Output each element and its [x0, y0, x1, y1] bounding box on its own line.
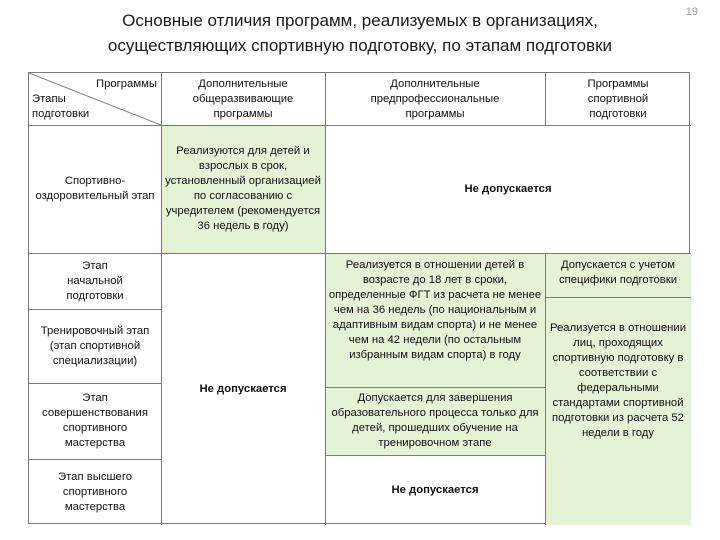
cell-preprof-initial-training-text: Реализуется в отношении детей в возрасте до 18 лет в сроки, определенные ФГТ из расчета не менее чем на 36 недель (по национальным и адаптивным видам спорта) и не менее чем на 42 недели (по остальным избранным видам спорта) в году: [328, 259, 542, 361]
stage-health-text: Спортивно-оздоровительный этап: [35, 175, 155, 202]
grid-vline-4: [545, 253, 546, 525]
page-number: 19: [685, 6, 698, 18]
grid-hline-health: [29, 253, 691, 254]
slide-title: [40, 8, 680, 58]
stage-highest-text: Этап высшего спортивного мастерства: [58, 470, 132, 513]
grid-hline-initial: [29, 309, 161, 310]
cell-sport-rest-text: Реализуется в отношении лиц, проходящих спортивную подготовку в соответствии с федеральными стандартами спортивной подготовки из расчета 52 недели в году: [549, 322, 686, 439]
stage-highest: [29, 459, 161, 525]
corner-programs: Программы: [95, 78, 157, 90]
grid-vline-2: [325, 73, 326, 525]
header-general: [161, 73, 325, 125]
header-general-text: Дополнительные общеразвивающие программы: [192, 77, 294, 120]
cell-sport-rest: [545, 297, 691, 525]
cell-preprof-sport-health: [325, 125, 691, 253]
slide-title-line2: осуществляющих спортивную подготовку, по этапам подготовки: [107, 36, 613, 55]
corner-stages: [32, 92, 89, 122]
cell-preprof-improvement-text: Допускается для завершения образовательного процесса только для детей, прошедших обучение на тренировочном этапе: [331, 392, 539, 449]
cell-general-rest-text: Не допускается: [199, 382, 287, 395]
corner-stages-line2: подготовки: [32, 108, 90, 120]
cell-sport-initial-text: Допускается с учетом специфики подготовки: [558, 259, 678, 286]
stage-improvement: [29, 383, 161, 459]
grid-hline-sport-initial: [545, 297, 691, 298]
stage-improvement-text: Этап совершенствования спортивного мастерства: [42, 392, 148, 449]
grid-hline-header: [29, 125, 691, 126]
cell-general-rest: [161, 253, 325, 525]
cell-preprof-improvement: [325, 387, 545, 455]
grid-hline-improvement: [29, 459, 161, 460]
stage-initial-text: Этап начальной подготовки: [66, 259, 124, 302]
header-sport-text: Программы спортивной подготовки: [587, 77, 649, 120]
cell-sport-initial: [545, 253, 691, 297]
header-preprof-text: Дополнительные предпрофессиональные программы: [370, 77, 500, 120]
stage-training-text: Тренировочный этап (этап спортивной специализации): [40, 324, 150, 367]
header-sport: [545, 73, 691, 125]
comparison-table: [28, 72, 690, 524]
grid-vline-1: [161, 73, 162, 525]
stage-health: [29, 125, 161, 253]
grid-vline-3: [545, 73, 546, 125]
cell-general-health-text: Реализуются для детей и взрослых в срок, установленный организацией по согласованию с учредителем (рекомендуется 36 недель в году): [165, 145, 321, 232]
cell-preprof-highest-text: Не допускается: [391, 483, 479, 496]
cell-preprof-initial-training: [325, 253, 545, 387]
stage-initial: [29, 253, 161, 309]
slide-title-line1: Основные отличия программ, реализуемых в организациях,: [122, 11, 598, 30]
cell-preprof-highest: [325, 455, 545, 525]
cell-general-health: [161, 125, 325, 253]
corner-stages-line1: Этапы: [32, 93, 66, 105]
grid-hline-training: [29, 383, 161, 384]
grid-hline-preprof-improvement: [325, 455, 545, 456]
header-preprof: [325, 73, 545, 125]
grid-hline-preprof-training: [325, 387, 545, 388]
cell-preprof-sport-health-text: Не допускается: [464, 182, 552, 195]
stage-training: [29, 309, 161, 383]
